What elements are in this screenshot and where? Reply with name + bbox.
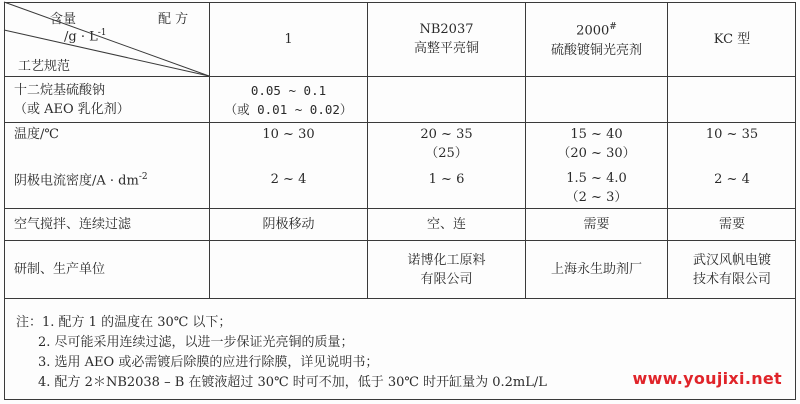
cell-text: 上海永生助剂厂 [550, 262, 642, 277]
cell-text: （2 ~ 3） [565, 190, 628, 205]
table-cell [668, 168, 796, 190]
column-header-kc [668, 2, 796, 76]
column-header-nb2037 [368, 2, 525, 76]
table-cell [210, 123, 367, 145]
cell-text: 10 ~ 30 [262, 126, 315, 142]
table-cell [668, 209, 796, 240]
note-line: 4. 配方 2＊NB2038 – B 在镀液超过 30℃ 时可不加，低于 30℃ 时开缸量为 0.2mL/L [38, 375, 547, 390]
table-cell [210, 209, 367, 240]
row-label-text: 阴极电流密度$/A \cdot dm^{-2}$ [14, 171, 148, 189]
cell-text: （20 ~ 30） [557, 146, 636, 161]
watermark-text: www.youjixi.net [632, 369, 782, 388]
row-label-text: （或 AEO 乳化剂） [14, 101, 130, 117]
header-process-label: 工艺规范 [18, 59, 71, 74]
row-label-temperature [4, 123, 209, 145]
column-header-text: KC 型 [713, 31, 751, 47]
table-cell [368, 241, 525, 298]
column-header-text: 硫酸镀铜光亮剂 [550, 42, 642, 58]
cell-text: 需要 [583, 217, 610, 232]
table-cell [526, 123, 667, 165]
cell-text: 2 ~ 4 [714, 171, 750, 187]
cell-text: 有限公司 [420, 271, 473, 287]
cell-text: 需要 [718, 217, 745, 232]
cell-text: 2 ~ 4 [270, 171, 307, 187]
note-line: 注：1. 配方 1 的温度在 30℃ 以下； [16, 315, 232, 330]
cell-text: 0.05 ~ 0.1 [250, 82, 327, 98]
column-header-2000 [526, 2, 667, 76]
cell-text: 1.5 ~ 4.0 [566, 171, 627, 186]
row-label-text: 研制、生产单位 [14, 262, 106, 277]
row-label-text: 空气搅拌、连续过滤 [14, 217, 132, 232]
cell-text: （或 0.01 ~ 0.02） [224, 101, 353, 117]
table-cell [368, 123, 525, 165]
table-cell [210, 77, 367, 122]
note-line: 3. 选用 AEO 或必需镀后除膜的应进行除膜，详见说明书； [38, 355, 379, 370]
column-header-text: 高整平亮铜 [413, 41, 479, 56]
row-label-text: 十二烷基硫酸钠 [14, 82, 106, 98]
header-content-label: 含量 [50, 12, 77, 27]
header-formula-label: 配 方 [158, 12, 189, 27]
table-cell [668, 123, 796, 145]
cell-text: 武汉风帆电镀 [692, 252, 771, 268]
cell-text: 20 ~ 35 [420, 127, 473, 142]
row-label-agitation [4, 209, 209, 240]
row-label-text: 温度/℃ [14, 126, 59, 142]
table-cell [368, 209, 525, 240]
column-header-text: NB2037 [419, 22, 474, 37]
cell-text: 10 ~ 35 [705, 126, 759, 142]
row-label-surfactant [4, 77, 209, 122]
cell-text: 空、连 [426, 217, 466, 232]
column-header-text: 1 [284, 31, 293, 47]
cell-text: 阴极移动 [262, 217, 315, 232]
table-cell [526, 209, 667, 240]
note-line: 2. 尽可能采用连续过滤，以进一步保证光亮铜的质量； [38, 335, 354, 350]
row-label-current-density [4, 168, 209, 190]
row-label-manufacturer [4, 241, 209, 298]
cell-text: 技术有限公司 [692, 271, 771, 287]
table-cell [526, 241, 667, 298]
cell-text: 诺博化工原料 [407, 252, 486, 268]
table-notes [16, 313, 547, 393]
table-cell [210, 168, 367, 190]
header-unit-label: $/g \cdot L^{-1}$ [64, 28, 107, 45]
table-cell [526, 168, 667, 208]
cell-text: （25） [425, 146, 468, 161]
column-header-text: 2000# [576, 22, 617, 39]
cell-text: 1 ~ 6 [428, 171, 465, 187]
cell-text: 15 ~ 40 [570, 127, 623, 142]
table-cell [668, 241, 796, 298]
column-header-1 [210, 2, 367, 76]
table-cell [368, 168, 525, 190]
